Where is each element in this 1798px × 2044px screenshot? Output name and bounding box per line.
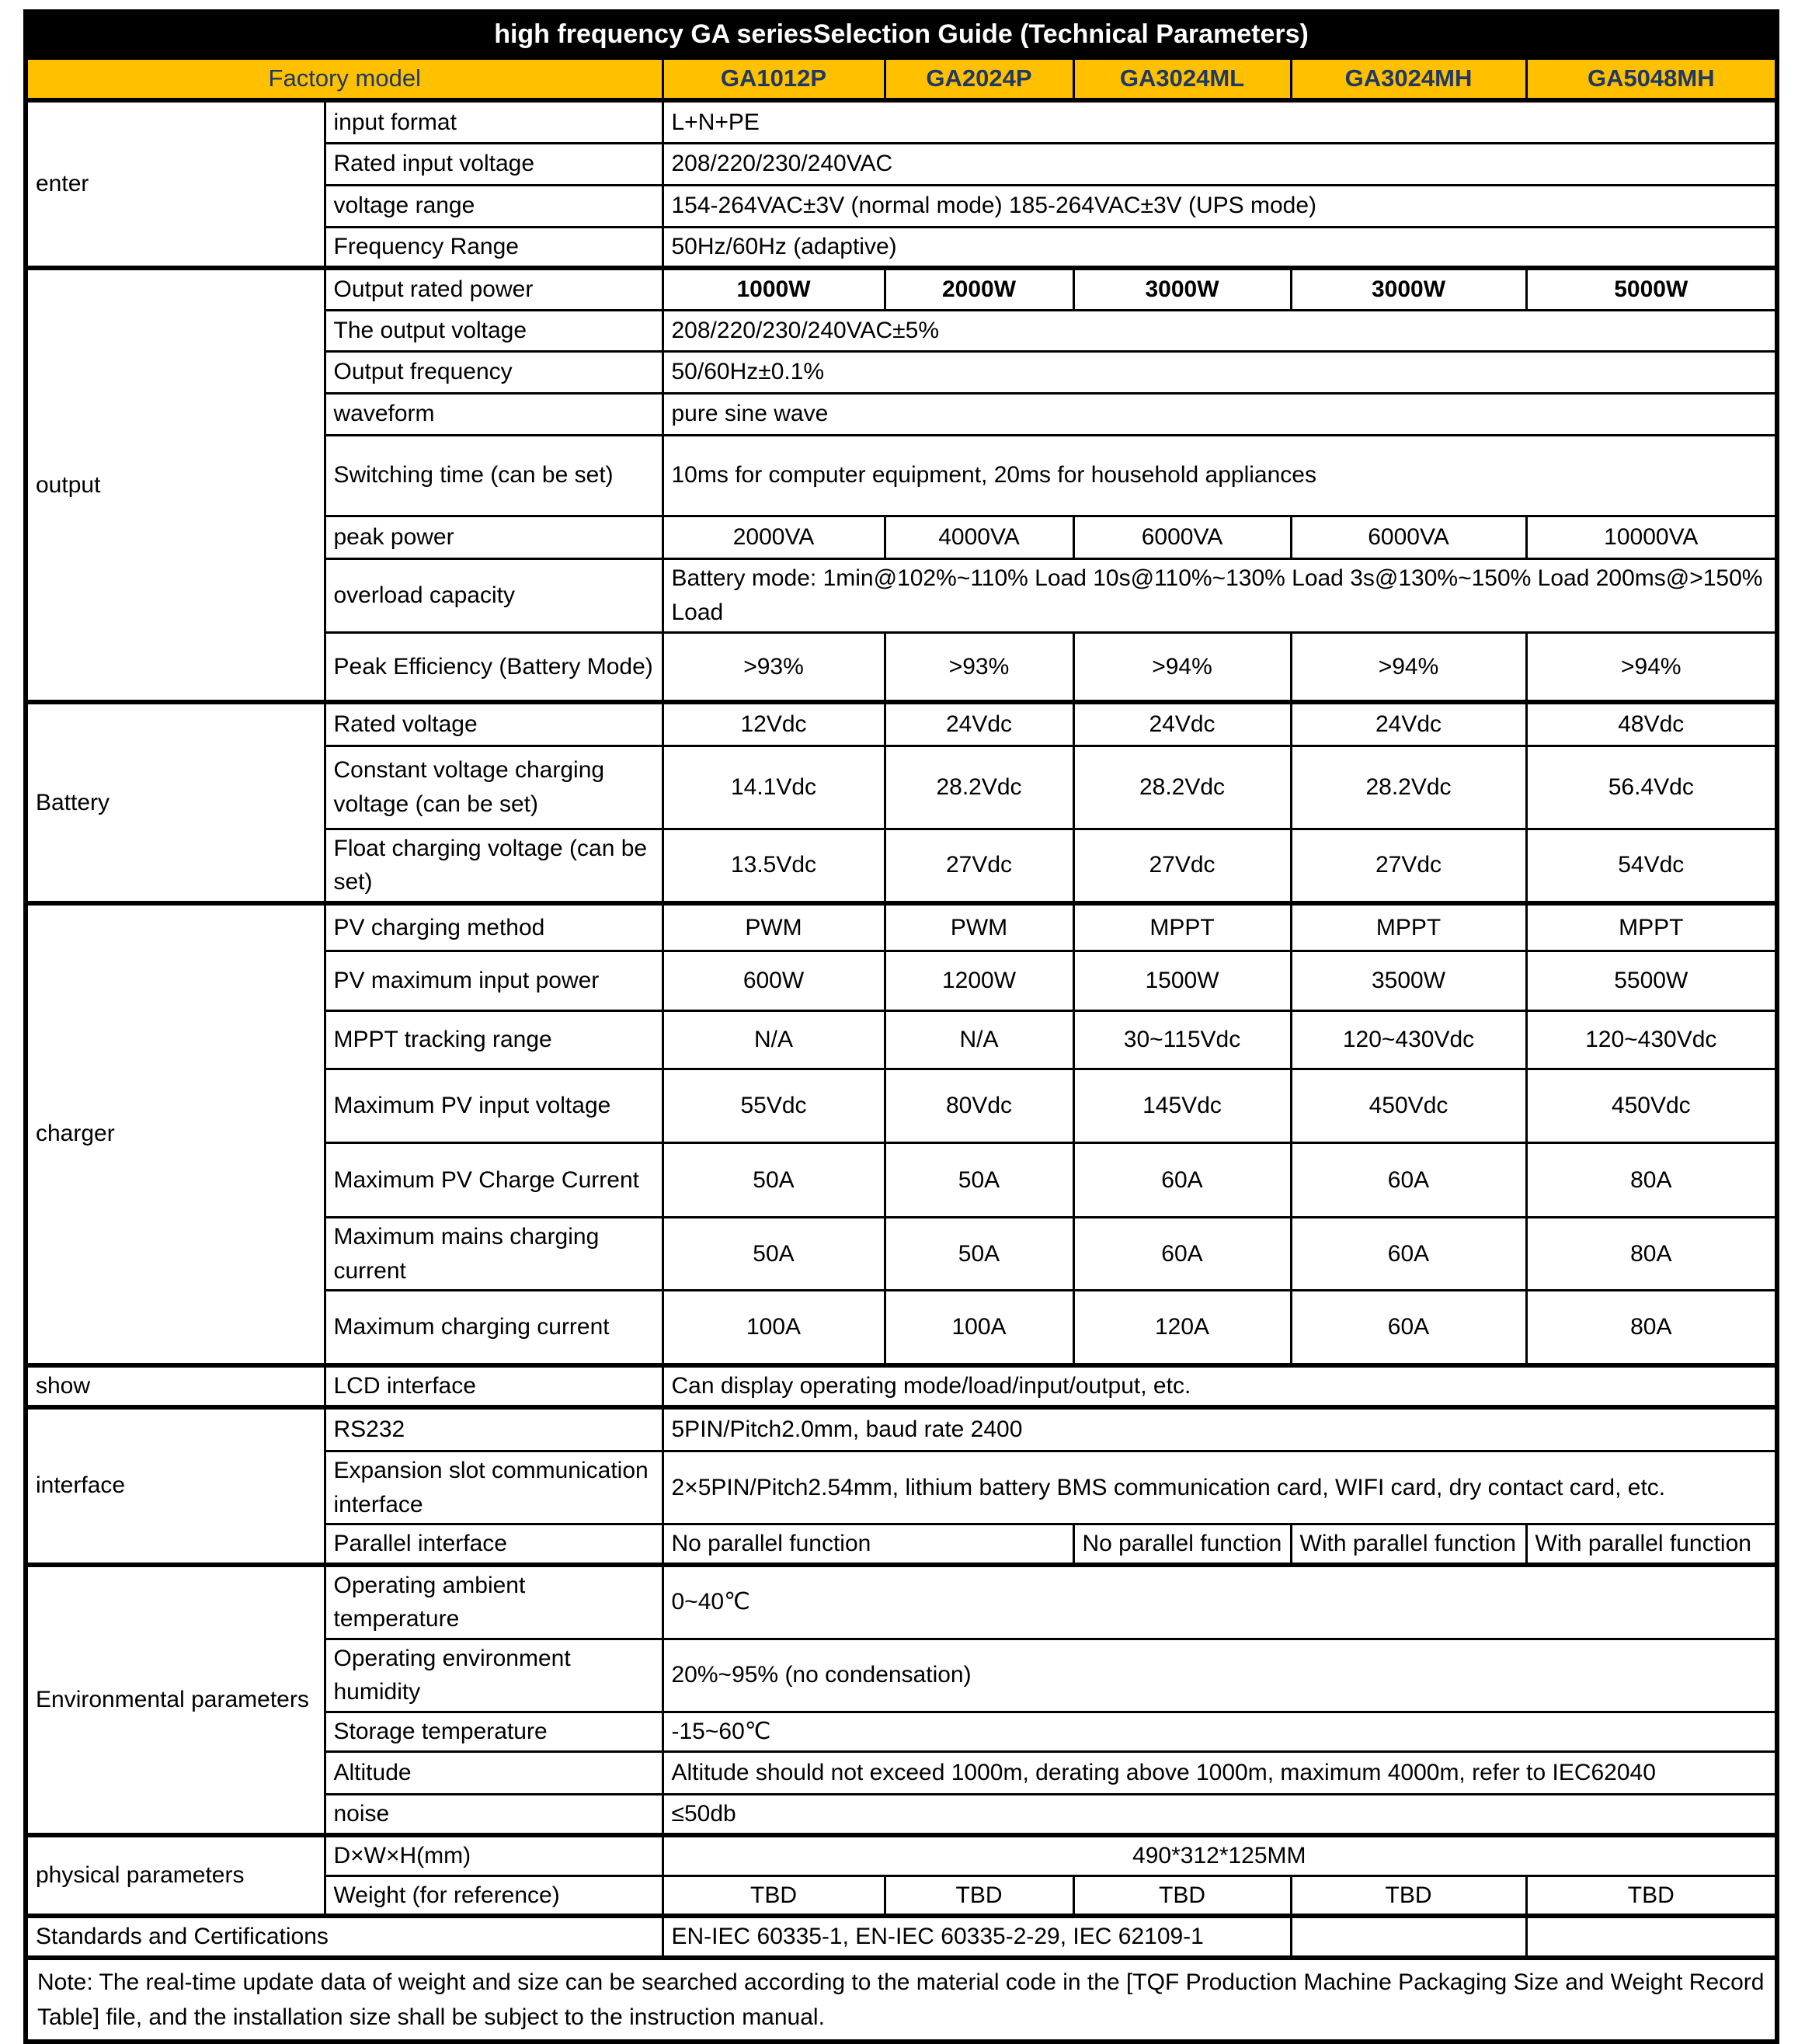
value-the-output-voltage: 208/220/230/240VAC±5% [663, 310, 1777, 351]
value-parallel-interface-1: No parallel function [663, 1524, 1073, 1565]
value-output-rated-power-5: 5000W [1526, 268, 1777, 310]
param-rated-input-voltage: Rated input voltage [325, 143, 663, 185]
section-show-label: show [26, 1365, 325, 1407]
value-max-charging-current-2: 100A [885, 1291, 1073, 1365]
value-parallel-interface-3: With parallel function [1291, 1524, 1526, 1565]
value-expansion-slot: 2×5PIN/Pitch2.54mm, lithium battery BMS communication card, WIFI card, dry contact card, etc. [663, 1451, 1777, 1524]
table-row [26, 702, 1777, 746]
value-float-voltage-3: 27Vdc [1073, 829, 1291, 903]
table-row [26, 100, 1777, 143]
standards-label: Standards and Certifications [26, 1916, 663, 1958]
value-max-mains-charging-current-2: 50A [885, 1218, 1073, 1291]
value-rs232: 5PIN/Pitch2.0mm, baud rate 2400 [663, 1407, 1777, 1451]
value-rated-voltage-4: 24Vdc [1291, 702, 1526, 746]
value-max-pv-charge-current-5: 80A [1526, 1143, 1777, 1218]
param-altitude: Altitude [325, 1751, 663, 1794]
param-peak-power: peak power [325, 516, 663, 558]
param-max-pv-charge-current: Maximum PV Charge Current [325, 1143, 663, 1218]
value-max-charging-current-3: 120A [1073, 1291, 1291, 1365]
param-switching-time: Switching time (can be set) [325, 435, 663, 516]
section-environmental-label: Environmental parameters [26, 1565, 325, 1836]
param-pv-max-input-power: PV maximum input power [325, 951, 663, 1011]
value-max-mains-charging-current-1: 50A [663, 1218, 885, 1291]
value-max-pv-input-voltage-1: 55Vdc [663, 1069, 885, 1143]
table-row [26, 268, 1777, 310]
param-input-format: input format [325, 100, 663, 143]
value-max-mains-charging-current-5: 80A [1526, 1218, 1777, 1291]
param-rated-voltage: Rated voltage [325, 702, 663, 746]
value-peak-power-2: 4000VA [885, 516, 1073, 558]
param-mppt-tracking-range: MPPT tracking range [325, 1011, 663, 1069]
value-pv-charging-method-1: PWM [663, 903, 885, 951]
param-dimensions: D×W×H(mm) [325, 1835, 663, 1875]
value-max-pv-charge-current-2: 50A [885, 1143, 1073, 1218]
section-battery-label: Battery [26, 702, 325, 903]
param-voltage-range: voltage range [325, 185, 663, 227]
value-weight-4: TBD [1291, 1875, 1526, 1916]
value-output-rated-power-4: 3000W [1291, 268, 1526, 310]
value-max-pv-charge-current-3: 60A [1073, 1143, 1291, 1218]
value-output-rated-power-1: 1000W [663, 268, 885, 310]
value-peak-efficiency-1: >93% [663, 632, 885, 702]
param-parallel-interface: Parallel interface [325, 1524, 663, 1565]
value-pv-charging-method-3: MPPT [1073, 903, 1291, 951]
value-rated-voltage-3: 24Vdc [1073, 702, 1291, 746]
value-float-voltage-4: 27Vdc [1291, 829, 1526, 903]
page-title: high frequency GA seriesSelection Guide (Technical Parameters) [26, 12, 1777, 57]
value-weight-5: TBD [1526, 1875, 1777, 1916]
value-rated-voltage-5: 48Vdc [1526, 702, 1777, 746]
value-lcd-interface: Can display operating mode/load/input/output, etc. [663, 1365, 1777, 1407]
param-max-mains-charging-current: Maximum mains charging current [325, 1218, 663, 1291]
value-output-rated-power-2: 2000W [885, 268, 1073, 310]
value-pv-max-input-power-4: 3500W [1291, 951, 1526, 1011]
section-enter-label: enter [26, 100, 325, 268]
value-max-pv-input-voltage-5: 450Vdc [1526, 1069, 1777, 1143]
param-lcd-interface: LCD interface [325, 1365, 663, 1407]
value-operating-environment-humidity: 20%~95% (no condensation) [663, 1639, 1777, 1712]
value-max-charging-current-4: 60A [1291, 1291, 1526, 1365]
value-waveform: pure sine wave [663, 393, 1777, 435]
param-overload-capacity: overload capacity [325, 558, 663, 632]
value-constant-voltage-1: 14.1Vdc [663, 746, 885, 829]
param-waveform: waveform [325, 393, 663, 435]
value-rated-input-voltage: 208/220/230/240VAC [663, 143, 1777, 185]
value-mppt-tracking-range-3: 30~115Vdc [1073, 1011, 1291, 1069]
param-peak-efficiency: Peak Efficiency (Battery Mode) [325, 632, 663, 702]
table-row [26, 1565, 1777, 1639]
value-mppt-tracking-range-4: 120~430Vdc [1291, 1011, 1526, 1069]
value-peak-power-3: 6000VA [1073, 516, 1291, 558]
value-dimensions: 490*312*125MM [663, 1835, 1777, 1875]
title-row [26, 12, 1777, 57]
value-pv-max-input-power-5: 5500W [1526, 951, 1777, 1011]
value-mppt-tracking-range-5: 120~430Vdc [1526, 1011, 1777, 1069]
value-max-pv-charge-current-1: 50A [663, 1143, 885, 1218]
value-float-voltage-1: 13.5Vdc [663, 829, 885, 903]
value-altitude: Altitude should not exceed 1000m, derating above 1000m, maximum 4000m, refer to IEC62040 [663, 1751, 1777, 1794]
header-model-ga3024ml: GA3024ML [1073, 57, 1291, 100]
value-switching-time: 10ms for computer equipment, 20ms for household appliances [663, 435, 1777, 516]
value-parallel-interface-2: No parallel function [1073, 1524, 1291, 1565]
header-row [26, 57, 1777, 100]
value-max-pv-input-voltage-4: 450Vdc [1291, 1069, 1526, 1143]
table-row [26, 1407, 1777, 1451]
param-operating-environment-humidity: Operating environment humidity [325, 1639, 663, 1712]
header-model-ga5048mh: GA5048MH [1526, 57, 1777, 100]
value-weight-3: TBD [1073, 1875, 1291, 1916]
section-physical-label: physical parameters [26, 1835, 325, 1916]
value-output-frequency: 50/60Hz±0.1% [663, 351, 1777, 393]
empty-cell [1291, 1916, 1526, 1958]
table-row [26, 903, 1777, 951]
param-constant-voltage: Constant voltage charging voltage (can be set) [325, 746, 663, 829]
param-frequency-range: Frequency Range [325, 227, 663, 268]
value-peak-efficiency-2: >93% [885, 632, 1073, 702]
param-storage-temperature: Storage temperature [325, 1712, 663, 1751]
value-max-mains-charging-current-4: 60A [1291, 1218, 1526, 1291]
value-constant-voltage-3: 28.2Vdc [1073, 746, 1291, 829]
table-row [26, 1835, 1777, 1875]
value-output-rated-power-3: 3000W [1073, 268, 1291, 310]
value-peak-efficiency-5: >94% [1526, 632, 1777, 702]
value-weight-2: TBD [885, 1875, 1073, 1916]
value-peak-efficiency-3: >94% [1073, 632, 1291, 702]
value-constant-voltage-5: 56.4Vdc [1526, 746, 1777, 829]
empty-cell [1526, 1916, 1777, 1958]
value-storage-temperature: -15~60℃ [663, 1712, 1777, 1751]
value-max-charging-current-1: 100A [663, 1291, 885, 1365]
value-operating-ambient-temperature: 0~40℃ [663, 1565, 1777, 1639]
value-pv-max-input-power-3: 1500W [1073, 951, 1291, 1011]
section-charger-label: charger [26, 903, 325, 1365]
value-max-pv-input-voltage-2: 80Vdc [885, 1069, 1073, 1143]
value-max-mains-charging-current-3: 60A [1073, 1218, 1291, 1291]
param-weight: Weight (for reference) [325, 1875, 663, 1916]
value-rated-voltage-1: 12Vdc [663, 702, 885, 746]
value-rated-voltage-2: 24Vdc [885, 702, 1073, 746]
value-input-format: L+N+PE [663, 100, 1777, 143]
param-the-output-voltage: The output voltage [325, 310, 663, 351]
value-pv-charging-method-4: MPPT [1291, 903, 1526, 951]
value-pv-max-input-power-2: 1200W [885, 951, 1073, 1011]
value-peak-power-5: 10000VA [1526, 516, 1777, 558]
value-peak-power-4: 6000VA [1291, 516, 1526, 558]
param-float-voltage: Float charging voltage (can be set) [325, 829, 663, 903]
value-float-voltage-5: 54Vdc [1526, 829, 1777, 903]
header-model-ga2024p: GA2024P [885, 57, 1073, 100]
value-peak-efficiency-4: >94% [1291, 632, 1526, 702]
param-max-charging-current: Maximum charging current [325, 1291, 663, 1365]
value-max-pv-charge-current-4: 60A [1291, 1143, 1526, 1218]
param-max-pv-input-voltage: Maximum PV input voltage [325, 1069, 663, 1143]
table-row [26, 1916, 1777, 1958]
table-row [26, 1365, 1777, 1407]
note-text: Note: The real-time update data of weight and size can be searched according to the material code in the [TQF Production Machine Packaging Size and Weight Record Table] file, and the installation size shall be subject to the instruction manual. [26, 1958, 1777, 2042]
value-constant-voltage-4: 28.2Vdc [1291, 746, 1526, 829]
value-mppt-tracking-range-1: N/A [663, 1011, 885, 1069]
param-output-frequency: Output frequency [325, 351, 663, 393]
value-mppt-tracking-range-2: N/A [885, 1011, 1073, 1069]
header-factory-model: Factory model [26, 57, 663, 100]
header-model-ga1012p: GA1012P [663, 57, 885, 100]
value-frequency-range: 50Hz/60Hz (adaptive) [663, 227, 1777, 268]
value-weight-1: TBD [663, 1875, 885, 1916]
standards-value: EN-IEC 60335-1, EN-IEC 60335-2-29, IEC 62109-1 [663, 1916, 1291, 1958]
value-max-charging-current-5: 80A [1526, 1291, 1777, 1365]
value-pv-charging-method-2: PWM [885, 903, 1073, 951]
param-operating-ambient-temperature: Operating ambient temperature [325, 1565, 663, 1639]
param-expansion-slot: Expansion slot communication interface [325, 1451, 663, 1524]
param-pv-charging-method: PV charging method [325, 903, 663, 951]
value-overload-capacity: Battery mode: 1min@102%~110% Load 10s@110%~130% Load 3s@130%~150% Load 200ms@>150% Load [663, 558, 1777, 632]
section-output-label: output [26, 268, 325, 702]
value-parallel-interface-4: With parallel function [1526, 1524, 1777, 1565]
param-output-rated-power: Output rated power [325, 268, 663, 310]
value-float-voltage-2: 27Vdc [885, 829, 1073, 903]
value-pv-charging-method-5: MPPT [1526, 903, 1777, 951]
section-interface-label: interface [26, 1407, 325, 1565]
value-voltage-range: 154-264VAC±3V (normal mode) 185-264VAC±3V (UPS mode) [663, 185, 1777, 227]
param-rs232: RS232 [325, 1407, 663, 1451]
header-model-ga3024mh: GA3024MH [1291, 57, 1526, 100]
value-constant-voltage-2: 28.2Vdc [885, 746, 1073, 829]
value-noise: ≤50db [663, 1794, 1777, 1835]
note-row [26, 1958, 1777, 2042]
spec-table [23, 9, 1779, 2044]
value-pv-max-input-power-1: 600W [663, 951, 885, 1011]
value-max-pv-input-voltage-3: 145Vdc [1073, 1069, 1291, 1143]
value-peak-power-1: 2000VA [663, 516, 885, 558]
param-noise: noise [325, 1794, 663, 1835]
